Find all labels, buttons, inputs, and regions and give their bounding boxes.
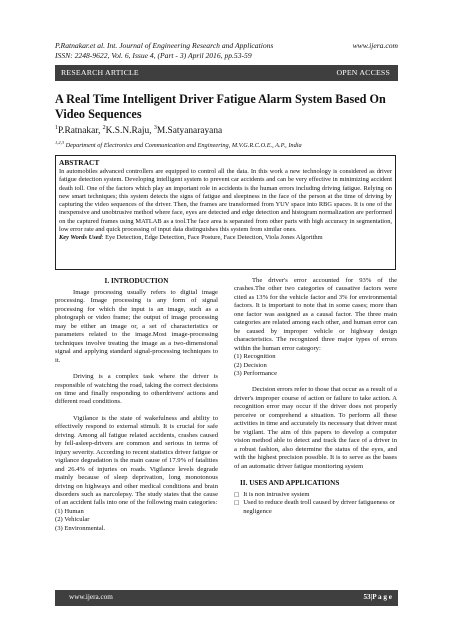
paragraph: The driver's error accounted for 93% of the crashes.The other two categories of causative factors were cited as 13% for the vehicle factor and 3% for environmental factors. It is important to note that in some cases; more than one factor was assigned as a causal factor. The three main categories are related among each other, and human error can be caused by improper vehicle or highway design characteristics. The recognized three major types of errors within the human error category:: [234, 277, 397, 352]
list-item: (1) Human: [55, 507, 84, 515]
keywords-line: [59, 234, 392, 242]
paragraph: Driving is a complex task where the driver is responsible of watching the road, taking the correct decisions on time and finally responding to otherdrivers' actions and different road conditions.: [55, 373, 218, 406]
journal-site-link[interactable]: www.ijera.com: [352, 41, 398, 50]
citation-header: [55, 41, 273, 61]
affiliation: [55, 140, 302, 149]
author-name: M.Satyanarayana: [156, 126, 223, 137]
checkbox-bullet-icon: □: [234, 491, 240, 498]
abstract-heading: ABSTRACT: [59, 158, 100, 167]
paper-title: A Real Time Intelligent Driver Fatigue Alarm System Based On Video Sequences: [55, 92, 386, 121]
author-index: 1: [55, 125, 58, 131]
footer-site-link[interactable]: www.ijera.com: [69, 593, 113, 601]
open-access-label: OPEN ACCESS: [336, 68, 390, 77]
page-footer: [55, 590, 398, 606]
affiliation-index: 1,2,3: [55, 140, 64, 145]
list-item: (3) Performance: [234, 369, 278, 377]
paragraph: Decision errors refer to those that occur as a result of a driver's improper course of action or failure to take action. A recognition error may occur if the driver does not properly perceive or comprehend a situation. To perform all these activities in time and accurately its necessary that driver must be vigilant. The aim of this papers to develop a computer vision method able to detect and track the face of a driver in a robust fashion, also determine the status of the eyes, and with the highest precision possible. It is to serve as the bases of an automatic driver fatigue monitoring system: [234, 386, 397, 470]
article-banner: [55, 65, 398, 81]
citation-line-2: ISSN: 2248-9622, Vol. 6, Issue 4, (Part - 3) April 2016, pp.53-59: [55, 51, 252, 60]
bullet-text: It is non intrusive system: [243, 490, 310, 498]
paragraph: Image processing usually refers to digital image processing. Image processing is any form of signal processing for which the input is an image, such as a photograph or video frame; the output of image processing may be either an image or, a set of characteristics or parameters related to the image.Most image-processing techniques involve treating the image as a two-dimensional signal and applying standard signal-processing techniques to it.: [55, 289, 218, 364]
research-article-label: RESEARCH ARTICLE: [61, 68, 139, 77]
section-heading-uses: II. USES AND APPLICATIONS: [240, 478, 340, 487]
checkbox-bullet-icon: □: [234, 500, 240, 507]
author-name: K.S.N.Raju,: [105, 126, 154, 137]
author-list: [55, 125, 222, 136]
bullet-text: Used to reduce death troll caused by driver fatigueness or negligence: [243, 499, 395, 515]
citation-line-1: P.Ratnakar.et al. Int. Journal of Engineering Research and Applications: [55, 41, 274, 50]
page-number: 53|P a g e: [363, 593, 392, 601]
list-item: (2) Decision: [234, 361, 267, 369]
author-index: 2: [102, 125, 106, 131]
bullet-item: [234, 491, 397, 499]
abstract-box: [55, 155, 396, 270]
bullet-item: [234, 499, 397, 516]
list-item: (1) Recognition: [234, 353, 276, 361]
section-heading-introduction: I. INTRODUCTION: [104, 277, 169, 285]
affiliation-text: Department of Electronics and Communication and Engineering, M.V.G.R.C.O.E., A.P., India: [64, 142, 302, 150]
author-index: 3: [153, 125, 157, 131]
list-item: (3) Environmental.: [55, 524, 106, 532]
right-column: [234, 277, 397, 516]
list-item: (2) Vehicular: [55, 516, 90, 524]
abstract-body: In automobiles advanced controllers are equipped to control all the data. In this work a new technology is considered as driver fatigue detection system. Developing intelligent system to prevent car accidents and can be very effective in minimizing accident death toll. One of the factors which play an important role in accidents is the human errors including driving fatigue. Relying on new smart techniques; this system detects the signs of fatigue and sleepiness in the face of the person at the time of driving by capturing the video sequences of the driver. Then, the frames are transformed from YUV space into RBG spaces. It is one of the inexpensive and unobtrusive method where face, eyes are detected and edge detection and histogram normalization are performed on the captured frames using MATLAB as a tool.The face area is separated from other parts with high accuracy in segmentation, low error rate and quick processing of input data distinguishes this system from similar ones.: [59, 168, 392, 234]
paragraph: Vigilance is the state of wakefulness and ability to effectively respond to external stimuli. It is crucial for safe driving. Among all fatigue related accidents, crashes caused by fell-asleep-drivers are common and serious in terms of injury severity. According to recent statistics driver fatigue or vigilance degradation is the main cause of 17.9% of fatalities and 26.4% of injuries on roads. Vigilance levels degrade mainly because of sleep deprivation, long monotonous driving on highways and other medical conditions and brain disorders such as narcolepsy. The study states that the cause of an accident falls into one of the following main categories:: [55, 414, 218, 507]
author-name: P.Ratnakar,: [58, 126, 103, 137]
keywords-text: : Eye Detection, Edge Detection, Face Posture, Face Detection, Viola Jones Algorithm: [101, 234, 323, 242]
keywords-label: Key Words Used: [59, 234, 102, 242]
left-column: [55, 277, 218, 533]
